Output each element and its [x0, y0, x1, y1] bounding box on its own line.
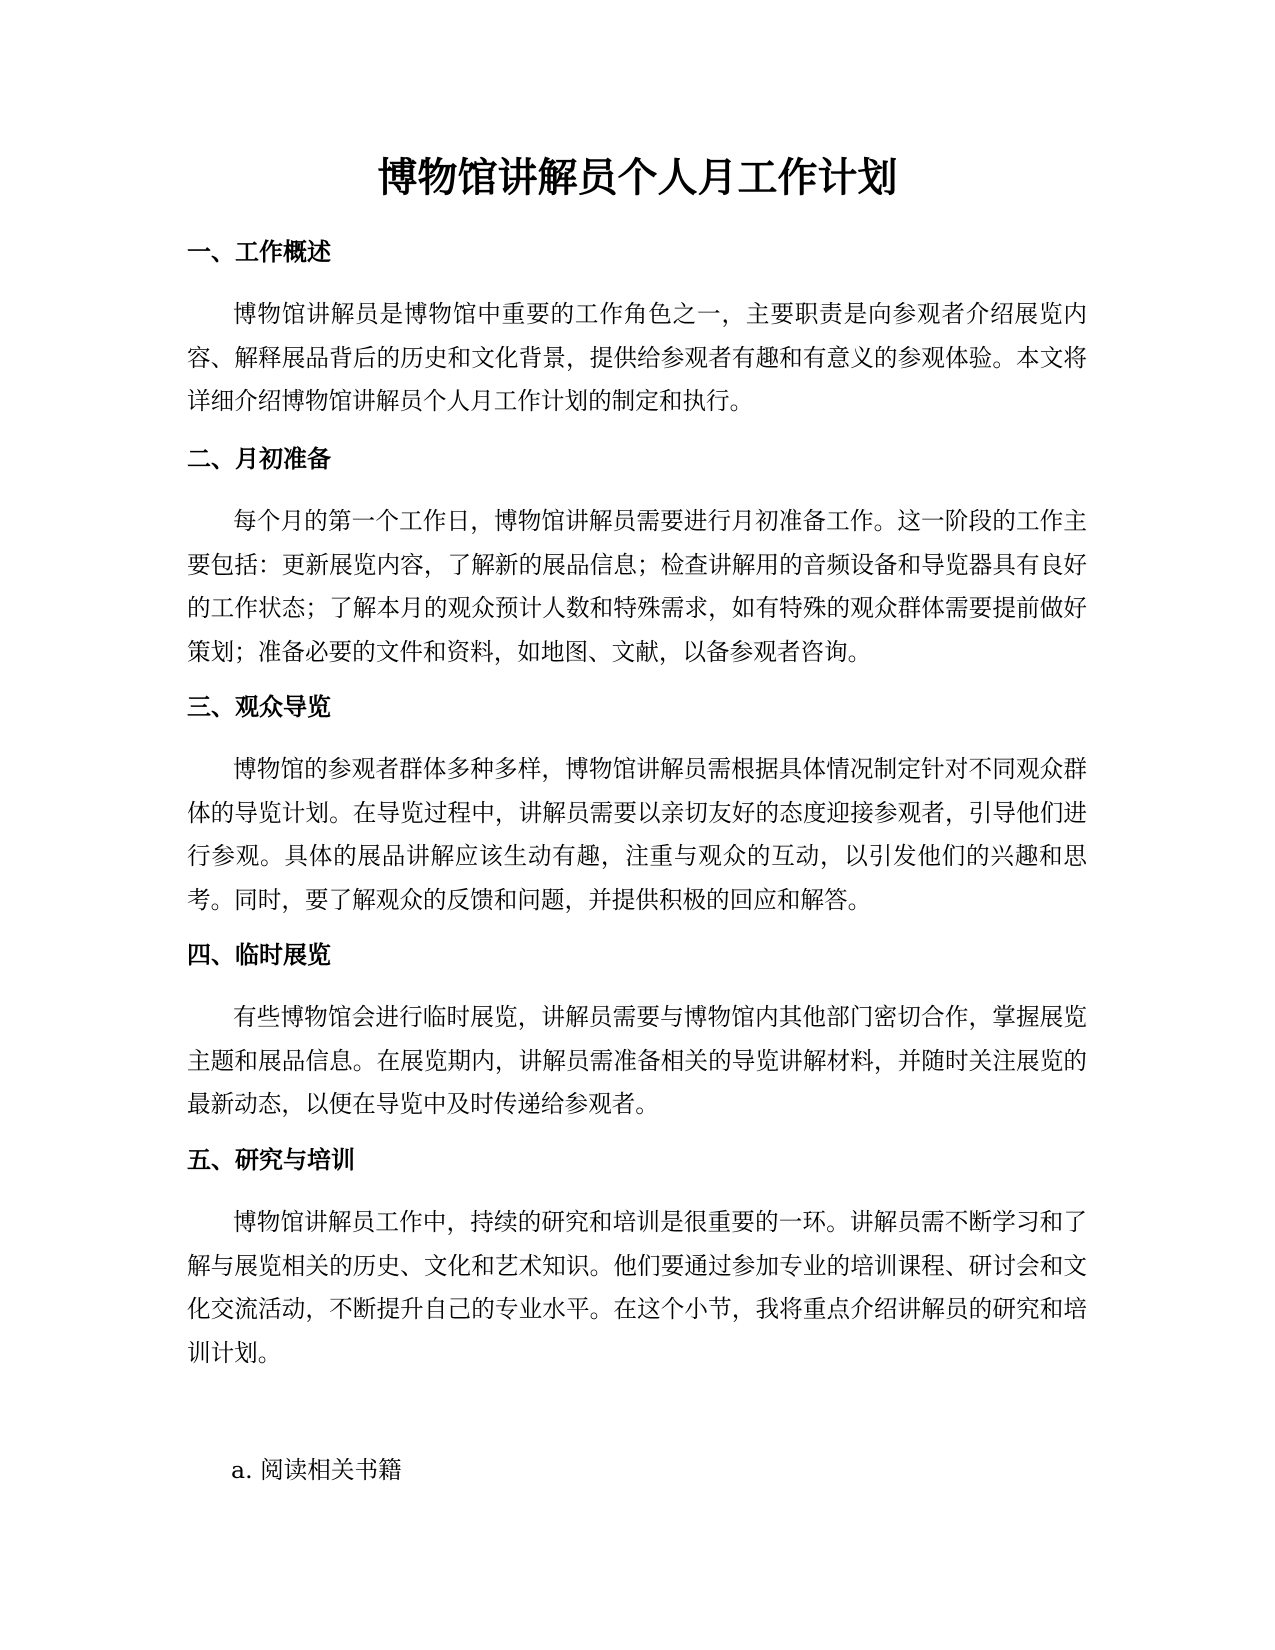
section-work-overview	[187, 235, 1087, 424]
section-paragraph: 博物馆的参观者群体多种多样，博物馆讲解员需根据具体情况制定针对不同观众群体的导览计划。在导览过程中，讲解员需要以亲切友好的态度迎接参观者，引导他们进行参观。具体的展品讲解应该生动有趣，注重与观众的互动，以引发他们的兴趣和思考。同时，要了解观众的反馈和问题，并提供积极的回应和解答。	[187, 755, 1087, 914]
section-paragraph: 博物馆讲解员是博物馆中重要的工作角色之一，主要职责是向参观者介绍展览内容、解释展品背后的历史和文化背景，提供给参观者有趣和有意义的参观体验。本文将详细介绍博物馆讲解员个人月工作计划的制定和执行。	[187, 300, 1087, 415]
section-paragraph: 博物馆讲解员工作中，持续的研究和培训是很重要的一环。讲解员需不断学习和了解与展览相关的历史、文化和艺术知识。他们要通过参加专业的培训课程、研讨会和文化交流活动，不断提升自己的专业水平。在这个小节，我将重点介绍讲解员的研究和培训计划。	[187, 1208, 1087, 1367]
section-paragraph: 每个月的第一个工作日，博物馆讲解员需要进行月初准备工作。这一阶段的工作主要包括：更新展览内容，了解新的展品信息；检查讲解用的音频设备和导览器具有良好的工作状态；了解本月的观众预计人数和特殊需求，如有特殊的观众群体需要提前做好策划；准备必要的文件和资料，如地图、文献，以备参观者咨询。	[187, 507, 1087, 666]
section-visitor-guiding	[187, 690, 1087, 922]
section-heading: 四、临时展览	[187, 941, 331, 969]
section-heading: 三、观众导览	[187, 693, 331, 721]
section-paragraph: 有些博物馆会进行临时展览，讲解员需要与博物馆内其他部门密切合作，掌握展览主题和展品信息。在展览期内，讲解员需准备相关的导览讲解材料，并随时关注展览的最新动态，以便在导览中及时传递给参观者。	[187, 1003, 1087, 1118]
section-heading: 五、研究与培训	[187, 1146, 355, 1174]
list-item: a. 阅读相关书籍	[231, 1456, 402, 1484]
section-temporary-exhibition	[187, 938, 1087, 1127]
section-research-training	[187, 1143, 1087, 1375]
page-title: 博物馆讲解员个人月工作计划	[377, 155, 898, 201]
section-heading: 一、工作概述	[187, 238, 331, 266]
section-monthly-preparation	[187, 442, 1087, 674]
section-heading: 二、月初准备	[187, 445, 331, 473]
